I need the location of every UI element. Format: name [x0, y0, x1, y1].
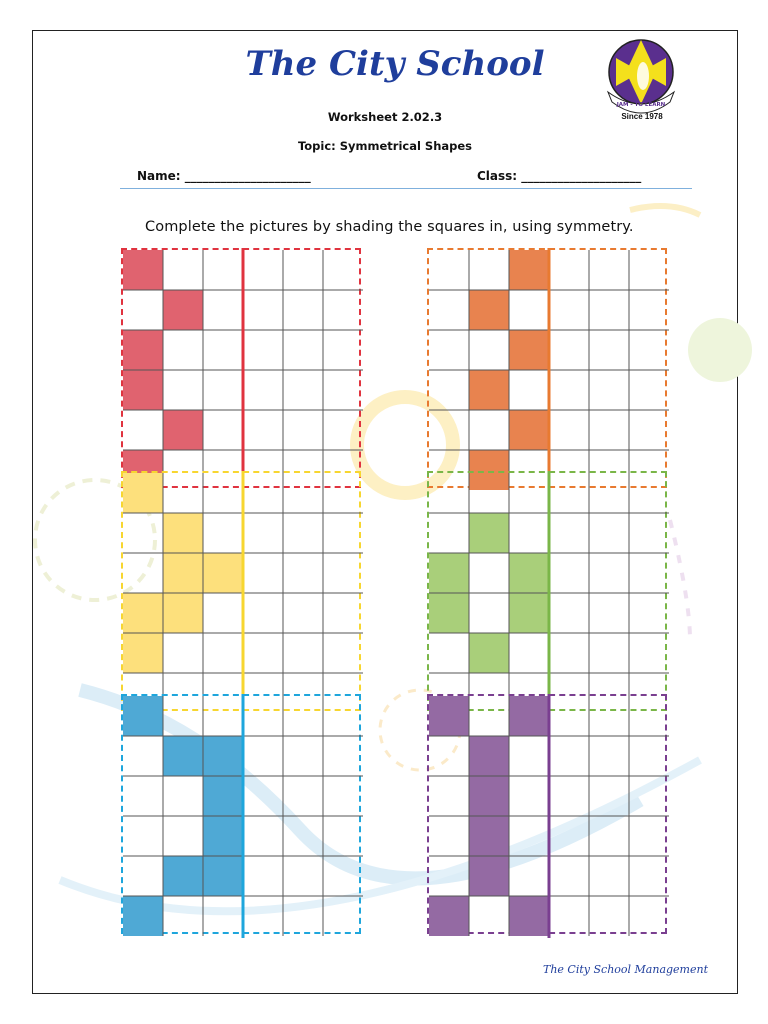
grid-yellow[interactable] [121, 471, 361, 711]
grid-square[interactable] [203, 290, 243, 330]
grid-square[interactable] [589, 633, 629, 673]
grid-square[interactable] [589, 473, 629, 513]
grid-square[interactable] [469, 553, 509, 593]
grid-square[interactable] [323, 633, 363, 673]
shaded-square[interactable] [469, 370, 509, 410]
grid-square[interactable] [589, 736, 629, 776]
shaded-square[interactable] [469, 816, 509, 856]
grid-square[interactable] [283, 473, 323, 513]
grid-square[interactable] [243, 370, 283, 410]
shaded-square[interactable] [509, 553, 549, 593]
grid-square[interactable] [549, 410, 589, 450]
grid-square[interactable] [629, 473, 669, 513]
grid-square[interactable] [123, 816, 163, 856]
grid-square[interactable] [509, 776, 549, 816]
grid-square[interactable] [283, 290, 323, 330]
grid-square[interactable] [429, 250, 469, 290]
grid-square[interactable] [203, 330, 243, 370]
grid-square[interactable] [629, 330, 669, 370]
grid-square[interactable] [629, 736, 669, 776]
grid-square[interactable] [243, 736, 283, 776]
grid-square[interactable] [203, 410, 243, 450]
logo-year: Since 1978 [621, 112, 663, 121]
grid-square[interactable] [283, 250, 323, 290]
grid-square[interactable] [429, 290, 469, 330]
grid-square[interactable] [549, 473, 589, 513]
shaded-square[interactable] [123, 696, 163, 736]
shaded-square[interactable] [203, 856, 243, 896]
grid-square[interactable] [163, 776, 203, 816]
grid-square[interactable] [469, 696, 509, 736]
shaded-square[interactable] [123, 896, 163, 936]
grid-square[interactable] [243, 856, 283, 896]
shaded-square[interactable] [429, 553, 469, 593]
name-field[interactable]: Name: _____________________ [137, 169, 311, 183]
grid-square[interactable] [589, 410, 629, 450]
grid-square[interactable] [243, 513, 283, 553]
grid-square[interactable] [469, 593, 509, 633]
grid-square[interactable] [163, 816, 203, 856]
grid-square[interactable] [549, 776, 589, 816]
shaded-square[interactable] [203, 736, 243, 776]
header-rule [120, 188, 692, 189]
grid-square[interactable] [323, 250, 363, 290]
grid-square[interactable] [283, 553, 323, 593]
grid-square[interactable] [203, 250, 243, 290]
grid-square[interactable] [243, 776, 283, 816]
worksheet-topic: Topic: Symmetrical Shapes [297, 139, 473, 153]
grid-square[interactable] [509, 736, 549, 776]
grid-square[interactable] [243, 553, 283, 593]
grid-square[interactable] [123, 856, 163, 896]
school-logo-icon [598, 36, 684, 116]
grid-blue-svg [121, 694, 365, 938]
grid-square[interactable] [323, 736, 363, 776]
grid-square[interactable] [243, 896, 283, 936]
shaded-square[interactable] [509, 696, 549, 736]
grid-square[interactable] [509, 473, 549, 513]
grid-square[interactable] [123, 410, 163, 450]
grid-square[interactable] [549, 856, 589, 896]
shaded-square[interactable] [429, 896, 469, 936]
grid-square[interactable] [629, 513, 669, 553]
grid-square[interactable] [323, 776, 363, 816]
grid-square[interactable] [629, 776, 669, 816]
grid-square[interactable] [203, 896, 243, 936]
grid-square[interactable] [243, 633, 283, 673]
grid-orange[interactable] [427, 248, 667, 488]
grid-square[interactable] [429, 370, 469, 410]
grid-square[interactable] [429, 856, 469, 896]
grid-square[interactable] [283, 330, 323, 370]
grid-square[interactable] [429, 330, 469, 370]
grid-square[interactable] [243, 410, 283, 450]
shaded-square[interactable] [429, 696, 469, 736]
grid-square[interactable] [243, 250, 283, 290]
grid-square[interactable] [323, 290, 363, 330]
grid-square[interactable] [283, 513, 323, 553]
grid-orange-svg [427, 248, 671, 492]
grid-square[interactable] [163, 473, 203, 513]
grid-green-svg [427, 471, 671, 715]
grid-square[interactable] [549, 696, 589, 736]
grid-square[interactable] [429, 473, 469, 513]
grid-square[interactable] [123, 553, 163, 593]
grid-square[interactable] [629, 290, 669, 330]
shaded-square[interactable] [429, 593, 469, 633]
grid-square[interactable] [123, 776, 163, 816]
grid-square[interactable] [549, 553, 589, 593]
footer-text: The City School Management [543, 963, 708, 976]
shaded-square[interactable] [163, 856, 203, 896]
grid-square[interactable] [629, 896, 669, 936]
grid-square[interactable] [283, 776, 323, 816]
grid-square[interactable] [469, 250, 509, 290]
grid-square[interactable] [629, 593, 669, 633]
shaded-square[interactable] [469, 290, 509, 330]
grid-square[interactable] [203, 473, 243, 513]
shaded-square[interactable] [509, 330, 549, 370]
grid-square[interactable] [509, 370, 549, 410]
grid-square[interactable] [589, 290, 629, 330]
grid-square[interactable] [549, 816, 589, 856]
grid-square[interactable] [629, 553, 669, 593]
grid-square[interactable] [123, 736, 163, 776]
grid-square[interactable] [203, 633, 243, 673]
grid-square[interactable] [429, 816, 469, 856]
grid-square[interactable] [163, 330, 203, 370]
grid-yellow-svg [121, 471, 365, 715]
grid-square[interactable] [283, 410, 323, 450]
shaded-square[interactable] [203, 816, 243, 856]
grid-square[interactable] [629, 250, 669, 290]
grid-square[interactable] [283, 696, 323, 736]
shaded-square[interactable] [509, 896, 549, 936]
grid-square[interactable] [549, 896, 589, 936]
shaded-square[interactable] [163, 736, 203, 776]
grid-square[interactable] [323, 553, 363, 593]
grid-square[interactable] [323, 410, 363, 450]
logo-motto: JAM - TO LEARN [616, 102, 666, 108]
grid-square[interactable] [323, 896, 363, 936]
grid-square[interactable] [469, 410, 509, 450]
grid-square[interactable] [203, 370, 243, 410]
grid-square[interactable] [123, 513, 163, 553]
grid-blue[interactable] [121, 694, 361, 934]
grid-square[interactable] [629, 370, 669, 410]
grid-square[interactable] [283, 593, 323, 633]
shaded-square[interactable] [163, 553, 203, 593]
shaded-square[interactable] [203, 553, 243, 593]
grid-square[interactable] [203, 593, 243, 633]
shaded-square[interactable] [123, 593, 163, 633]
grid-square[interactable] [323, 330, 363, 370]
grid-square[interactable] [589, 513, 629, 553]
grid-square[interactable] [163, 633, 203, 673]
shaded-square[interactable] [123, 473, 163, 513]
grid-square[interactable] [469, 473, 509, 513]
grid-square[interactable] [163, 896, 203, 936]
grid-square[interactable] [203, 513, 243, 553]
grid-square[interactable] [323, 696, 363, 736]
grid-square[interactable] [509, 290, 549, 330]
shaded-square[interactable] [163, 593, 203, 633]
grid-square[interactable] [629, 633, 669, 673]
grid-square[interactable] [123, 290, 163, 330]
grid-square[interactable] [203, 696, 243, 736]
grid-square[interactable] [589, 896, 629, 936]
school-title: The City School [245, 44, 545, 84]
shaded-square[interactable] [469, 513, 509, 553]
grid-square[interactable] [509, 513, 549, 553]
grid-square[interactable] [549, 290, 589, 330]
shaded-square[interactable] [203, 776, 243, 816]
grid-square[interactable] [283, 370, 323, 410]
grid-square[interactable] [283, 816, 323, 856]
grid-square[interactable] [509, 816, 549, 856]
grid-red-svg [121, 248, 365, 492]
shaded-square[interactable] [123, 370, 163, 410]
class-field[interactable]: Class: ____________________ [477, 169, 642, 183]
grid-square[interactable] [469, 330, 509, 370]
grid-square[interactable] [589, 776, 629, 816]
shaded-square[interactable] [509, 250, 549, 290]
shaded-square[interactable] [469, 633, 509, 673]
grid-square[interactable] [243, 696, 283, 736]
grid-square[interactable] [283, 896, 323, 936]
grid-square[interactable] [509, 856, 549, 896]
grid-square[interactable] [429, 410, 469, 450]
grid-square[interactable] [283, 736, 323, 776]
grid-square[interactable] [549, 370, 589, 410]
grid-square[interactable] [629, 696, 669, 736]
grid-square[interactable] [283, 633, 323, 673]
grid-square[interactable] [589, 696, 629, 736]
grid-square[interactable] [589, 856, 629, 896]
grid-square[interactable] [549, 633, 589, 673]
grid-square[interactable] [283, 856, 323, 896]
grid-square[interactable] [323, 816, 363, 856]
grid-square[interactable] [589, 250, 629, 290]
grid-square[interactable] [243, 473, 283, 513]
grid-square[interactable] [323, 593, 363, 633]
grid-red[interactable] [121, 248, 361, 488]
grid-green[interactable] [427, 471, 667, 711]
grid-square[interactable] [549, 736, 589, 776]
grid-square[interactable] [469, 896, 509, 936]
grid-square[interactable] [243, 816, 283, 856]
shaded-square[interactable] [123, 330, 163, 370]
grid-square[interactable] [549, 250, 589, 290]
grid-square[interactable] [589, 816, 629, 856]
grid-square[interactable] [429, 736, 469, 776]
grid-square[interactable] [163, 250, 203, 290]
grid-square[interactable] [323, 370, 363, 410]
grid-square[interactable] [323, 856, 363, 896]
instruction-text: Complete the pictures by shading the squares in, using symmetry. [145, 219, 634, 235]
shaded-square[interactable] [163, 290, 203, 330]
grid-square[interactable] [589, 593, 629, 633]
grid-square[interactable] [589, 330, 629, 370]
shaded-square[interactable] [163, 410, 203, 450]
grid-square[interactable] [629, 410, 669, 450]
shaded-square[interactable] [469, 776, 509, 816]
grid-square[interactable] [429, 513, 469, 553]
shaded-square[interactable] [509, 593, 549, 633]
shaded-square[interactable] [123, 633, 163, 673]
grid-square[interactable] [429, 633, 469, 673]
grid-square[interactable] [629, 856, 669, 896]
grid-square[interactable] [509, 633, 549, 673]
grid-square[interactable] [243, 593, 283, 633]
grid-purple[interactable] [427, 694, 667, 934]
grid-square[interactable] [549, 330, 589, 370]
grid-square[interactable] [163, 696, 203, 736]
shaded-square[interactable] [123, 250, 163, 290]
grid-square[interactable] [589, 553, 629, 593]
grid-square[interactable] [323, 473, 363, 513]
shaded-square[interactable] [163, 513, 203, 553]
grid-square[interactable] [163, 370, 203, 410]
grid-square[interactable] [429, 776, 469, 816]
grid-square[interactable] [243, 290, 283, 330]
grid-square[interactable] [629, 816, 669, 856]
shaded-square[interactable] [469, 736, 509, 776]
shaded-square[interactable] [469, 856, 509, 896]
shaded-square[interactable] [509, 410, 549, 450]
grid-purple-svg [427, 694, 671, 938]
grid-square[interactable] [549, 513, 589, 553]
grid-square[interactable] [323, 513, 363, 553]
grid-square[interactable] [589, 370, 629, 410]
grid-square[interactable] [549, 593, 589, 633]
grid-square[interactable] [243, 330, 283, 370]
worksheet-number: Worksheet 2.02.3 [327, 110, 443, 124]
